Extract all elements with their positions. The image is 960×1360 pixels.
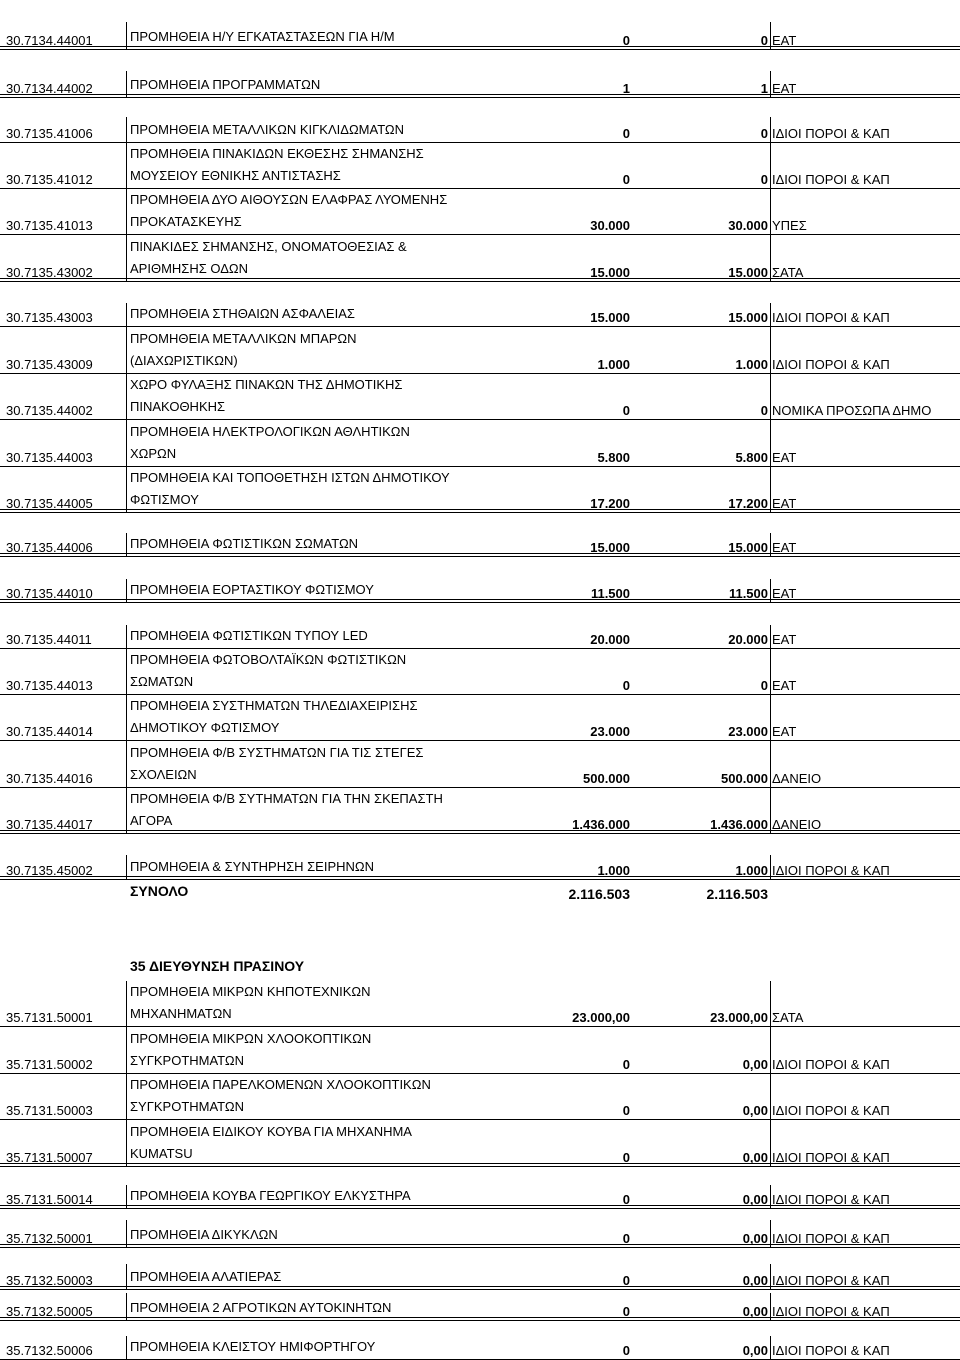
column-divider bbox=[126, 695, 127, 741]
description-line: ΠΡΟΜΗΘΕΙΑ ΚΟΥΒΑ ΓΕΩΡΓΙΚΟΥ ΕΛΚΥΣΤΗΡΑ bbox=[130, 1188, 411, 1203]
row-divider bbox=[0, 1286, 960, 1290]
amount-1: 1.000 bbox=[597, 357, 630, 372]
table-row bbox=[0, 788, 960, 834]
item-description bbox=[130, 236, 407, 280]
funding-source: ΙΔΙΟΙ ΠΟΡΟΙ & ΚΑΠ bbox=[772, 1343, 890, 1358]
description-line: ΣΥΓΚΡΟΤΗΜΑΤΩΝ bbox=[130, 1053, 244, 1068]
column-divider bbox=[770, 1120, 771, 1167]
funding-source: ΕΑΤ bbox=[772, 678, 797, 693]
table-row bbox=[0, 533, 960, 557]
account-code: 35.7132.50005 bbox=[6, 1304, 93, 1319]
description-line: ΠΡΟΜΗΘΕΙΑ ΚΛΕΙΣΤΟΥ ΗΜΙΦΟΡΤΗΓΟΥ bbox=[130, 1339, 376, 1354]
account-code: 30.7135.44010 bbox=[6, 586, 93, 601]
amount-2: 0,00 bbox=[742, 1192, 768, 1207]
amount-1: 1 bbox=[622, 81, 630, 96]
amount-2: 15.000 bbox=[728, 265, 768, 280]
description-line: ΠΡΟΜΗΘΕΙΑ ΦΩΤΙΣΤΙΚΩΝ ΤΥΠΟΥ LED bbox=[130, 628, 368, 643]
item-description bbox=[130, 1074, 431, 1118]
amount-2: 0,00 bbox=[742, 1273, 768, 1288]
funding-source: ΔΑΝΕΙΟ bbox=[772, 817, 822, 832]
item-description bbox=[130, 1185, 411, 1207]
description-line: ΠΡΟΜΗΘΕΙΑ ΑΛΑΤΙΕΡΑΣ bbox=[130, 1269, 282, 1284]
amount-2: 1 bbox=[760, 81, 768, 96]
account-code: 35.7131.50014 bbox=[6, 1192, 93, 1207]
account-code: 30.7135.44006 bbox=[6, 540, 93, 555]
account-code: 35.7132.50006 bbox=[6, 1343, 93, 1358]
description-line: ΠΡΟΜΗΘΕΙΑ ΠΙΝΑΚΙΔΩΝ ΕΚΘΕΣΗΣ ΣΗΜΑΝΣΗΣ bbox=[130, 146, 424, 161]
description-line: ΑΡΙΘΜΗΣΗΣ ΟΔΩΝ bbox=[130, 261, 248, 276]
column-divider bbox=[126, 420, 127, 467]
amount-2: 0 bbox=[760, 678, 768, 693]
table-row bbox=[0, 327, 960, 374]
column-divider bbox=[770, 189, 771, 235]
amount-1: 0 bbox=[622, 1057, 630, 1072]
amount-1: 500.000 bbox=[583, 771, 630, 786]
description-line: ΠΡΟΜΗΘΕΙΑ ΔΥΟ ΑΙΘΟΥΣΩΝ ΕΛΑΦΡΑΣ ΛΥΟΜΕΝΗΣ bbox=[130, 192, 448, 207]
amount-1: 0 bbox=[622, 33, 630, 48]
description-line: ΠΡΟΜΗΘΕΙΑ ΦΩΤΟΒΟΛΤΑΪΚΩΝ ΦΩΤΙΣΤΙΚΩΝ bbox=[130, 652, 407, 667]
account-code: 30.7135.43002 bbox=[6, 265, 93, 280]
column-divider bbox=[126, 788, 127, 834]
account-code: 30.7135.44002 bbox=[6, 403, 93, 418]
table-row bbox=[0, 625, 960, 649]
account-code: 30.7134.44001 bbox=[6, 33, 93, 48]
description-line: ΠΡΟΜΗΘΕΙΑ ΜΕΤΑΛΛΙΚΩΝ ΜΠΑΡΩΝ bbox=[130, 331, 357, 346]
description-line: ΠΡΟΜΗΘΕΙΑ Φ/Β ΣΥΤΗΜΑΤΩΝ ΓΙΑ ΤΗΝ ΣΚΕΠΑΣΤΗ bbox=[130, 791, 443, 806]
item-description bbox=[130, 119, 404, 141]
account-code: 35.7132.50003 bbox=[6, 1273, 93, 1288]
amount-1: 20.000 bbox=[590, 632, 630, 647]
amount-2: 0 bbox=[760, 33, 768, 48]
table-row bbox=[0, 1185, 960, 1209]
item-description bbox=[130, 74, 320, 96]
description-line: ΠΡΟΜΗΘΕΙΑ ΠΡΟΓΡΑΜΜΑΤΩΝ bbox=[130, 77, 321, 92]
account-code: 30.7135.44013 bbox=[6, 678, 93, 693]
amount-2: 0 bbox=[760, 403, 768, 418]
item-description bbox=[130, 742, 423, 786]
description-line: ΠΡΟΜΗΘΕΙΑ 2 ΑΓΡΟΤΙΚΩΝ ΑΥΤΟΚΙΝΗΤΩΝ bbox=[130, 1300, 392, 1315]
item-description bbox=[130, 26, 395, 48]
amount-2: 11.500 bbox=[728, 586, 768, 601]
column-divider bbox=[126, 467, 127, 513]
description-line: ΠΡΟΜΗΘΕΙΑ ΦΩΤΙΣΤΙΚΩΝ ΣΩΜΑΤΩΝ bbox=[130, 536, 359, 551]
column-divider bbox=[770, 741, 771, 788]
row-divider bbox=[0, 599, 960, 603]
description-line: ΧΩΡΟ ΦΥΛΑΞΗΣ ΠΙΝΑΚΩΝ ΤΗΣ ΔΗΜΟΤΙΚΗΣ bbox=[130, 377, 403, 392]
column-divider bbox=[126, 981, 127, 1027]
amount-1: 0 bbox=[622, 1304, 630, 1319]
description-line: ΧΩΡΩΝ bbox=[130, 446, 177, 461]
table-row bbox=[0, 1336, 960, 1360]
total-amount-1: 2.116.503 bbox=[568, 886, 630, 902]
amount-1: 0 bbox=[622, 1192, 630, 1207]
column-divider bbox=[770, 1027, 771, 1074]
amount-2: 20.000 bbox=[728, 632, 768, 647]
funding-source: ΕΑΤ bbox=[772, 81, 797, 96]
account-code: 35.7132.50001 bbox=[6, 1231, 93, 1246]
description-line: ΦΩΤΙΣΜΟΥ bbox=[130, 492, 199, 507]
amount-2: 23.000,00 bbox=[710, 1010, 768, 1025]
amount-2: 1.000 bbox=[735, 863, 768, 878]
funding-source: ΙΔΙΟΙ ΠΟΡΟΙ & ΚΑΠ bbox=[772, 357, 890, 372]
description-line: ΠΙΝΑΚΙΔΕΣ ΣΗΜΑΝΣΗΣ, ΟΝΟΜΑΤΟΘΕΣΙΑΣ & bbox=[130, 239, 407, 254]
funding-source: ΕΑΤ bbox=[772, 33, 797, 48]
item-description bbox=[130, 579, 374, 601]
funding-source: ΕΑΤ bbox=[772, 632, 797, 647]
amount-2: 15.000 bbox=[728, 540, 768, 555]
item-description bbox=[130, 625, 368, 647]
row-divider bbox=[0, 1317, 960, 1321]
description-line: ΣΧΟΛΕΙΩΝ bbox=[130, 767, 197, 782]
total-line bbox=[0, 880, 960, 904]
amount-2: 500.000 bbox=[721, 771, 768, 786]
account-code: 35.7131.50003 bbox=[6, 1103, 93, 1118]
funding-source: ΔΑΝΕΙΟ bbox=[772, 771, 822, 786]
row-divider bbox=[0, 1244, 960, 1248]
row-divider bbox=[0, 1163, 960, 1167]
table-row bbox=[0, 189, 960, 235]
column-divider bbox=[770, 374, 771, 420]
amount-1: 11.500 bbox=[590, 586, 630, 601]
description-line: KUMATSU bbox=[130, 1146, 193, 1161]
funding-source: ΙΔΙΟΙ ΠΟΡΟΙ & ΚΑΠ bbox=[772, 126, 890, 141]
table-row bbox=[0, 981, 960, 1027]
account-code: 30.7135.44005 bbox=[6, 496, 93, 511]
account-code: 30.7135.44003 bbox=[6, 450, 93, 465]
description-line: ΠΡΟΜΗΘΕΙΑ ΜΙΚΡΩΝ ΧΛΟΟΚΟΠΤΙΚΩΝ bbox=[130, 1031, 372, 1046]
item-description bbox=[130, 1297, 391, 1319]
description-line: ΠΡΟΚΑΤΑΣΚΕΥΗΣ bbox=[130, 214, 242, 229]
table-row bbox=[0, 1293, 960, 1321]
column-divider bbox=[126, 741, 127, 788]
item-description bbox=[130, 1224, 278, 1246]
column-divider bbox=[770, 420, 771, 467]
amount-1: 0 bbox=[622, 1150, 630, 1165]
account-code: 30.7134.44002 bbox=[6, 81, 93, 96]
description-line: ΠΡΟΜΗΘΕΙΑ ΗΛΕΚΤΡΟΛΟΓΙΚΩΝ ΑΘΛΗΤΙΚΩΝ bbox=[130, 424, 410, 439]
funding-source: ΙΔΙΟΙ ΠΟΡΟΙ & ΚΑΠ bbox=[772, 1057, 890, 1072]
table-row bbox=[0, 143, 960, 189]
funding-source: ΣΑΤΑ bbox=[772, 1010, 804, 1025]
description-line: ΠΡΟΜΗΘΕΙΑ ΕΙΔΙΚΟΥ ΚΟΥΒΑ ΓΙΑ ΜΗΧΑΝΗΜΑ bbox=[130, 1124, 412, 1139]
amount-2: 0,00 bbox=[742, 1150, 768, 1165]
row-divider bbox=[0, 830, 960, 834]
amount-2: 30.000 bbox=[728, 218, 768, 233]
funding-source: ΣΑΤΑ bbox=[772, 265, 804, 280]
column-divider bbox=[770, 143, 771, 189]
table-row bbox=[0, 22, 960, 50]
amount-1: 0 bbox=[622, 1103, 630, 1118]
funding-source: ΝΟΜΙΚΑ ΠΡΟΣΩΠΑ ΔΗΜΟ bbox=[772, 403, 932, 418]
table-row bbox=[0, 71, 960, 98]
table-row bbox=[0, 1264, 960, 1290]
description-line: ΠΙΝΑΚΟΘΗΚΗΣ bbox=[130, 399, 226, 414]
section-title-prasinou: 35 ΔΙΕΥΘΥΝΣΗ ΠΡΑΣΙΝΟΥ bbox=[130, 958, 305, 974]
account-code: 30.7135.44014 bbox=[6, 724, 93, 739]
column-divider bbox=[126, 1336, 127, 1360]
funding-source: ΕΑΤ bbox=[772, 586, 797, 601]
column-divider bbox=[126, 625, 127, 649]
item-description bbox=[130, 421, 410, 465]
amount-2: 15.000 bbox=[728, 310, 768, 325]
row-divider bbox=[0, 278, 960, 282]
item-description bbox=[130, 856, 374, 878]
amount-1: 17.200 bbox=[590, 496, 630, 511]
item-description bbox=[130, 303, 355, 325]
item-description bbox=[130, 788, 443, 832]
column-divider bbox=[126, 189, 127, 235]
description-line: ΜΟΥΣΕΙΟΥ ΕΘΝΙΚΗΣ ΑΝΤΙΣΤΑΣΗΣ bbox=[130, 168, 341, 183]
amount-1: 15.000 bbox=[590, 310, 630, 325]
table-row bbox=[0, 649, 960, 695]
table-row bbox=[0, 1027, 960, 1074]
table-row bbox=[0, 303, 960, 327]
description-line: (ΔΙΑΧΩΡΙΣΤΙΚΩΝ) bbox=[130, 353, 238, 368]
funding-source: ΕΑΤ bbox=[772, 724, 797, 739]
description-line: ΠΡΟΜΗΘΕΙΑ ΠΑΡΕΛΚΟΜΕΝΩΝ ΧΛΟΟΚΟΠΤΙΚΩΝ bbox=[130, 1077, 431, 1092]
description-line: ΠΡΟΜΗΘΕΙΑ & ΣΥΝΤΗΡΗΣΗ ΣΕΙΡΗΝΩΝ bbox=[130, 859, 375, 874]
amount-2: 0,00 bbox=[742, 1304, 768, 1319]
description-line: ΠΡΟΜΗΘΕΙΑ ΚΑΙ ΤΟΠΟΘΕΤΗΣΗ ΙΣΤΩΝ ΔΗΜΟΤΙΚΟΥ bbox=[130, 470, 450, 485]
column-divider bbox=[126, 1120, 127, 1167]
amount-2: 0,00 bbox=[742, 1103, 768, 1118]
amount-2: 17.200 bbox=[728, 496, 768, 511]
table-row bbox=[0, 741, 960, 788]
column-divider bbox=[770, 695, 771, 741]
item-description bbox=[130, 533, 358, 555]
account-code: 30.7135.41013 bbox=[6, 218, 93, 233]
amount-1: 0 bbox=[622, 678, 630, 693]
column-divider bbox=[770, 1336, 771, 1360]
amount-1: 0 bbox=[622, 1273, 630, 1288]
table-row bbox=[0, 420, 960, 467]
account-code: 30.7135.43003 bbox=[6, 310, 93, 325]
account-code: 30.7135.44016 bbox=[6, 771, 93, 786]
account-code: 30.7135.44011 bbox=[6, 632, 92, 647]
item-description bbox=[130, 1266, 281, 1288]
description-line: ΠΡΟΜΗΘΕΙΑ ΔΙΚΥΚΛΩΝ bbox=[130, 1227, 278, 1242]
column-divider bbox=[126, 143, 127, 189]
row-divider bbox=[0, 46, 960, 50]
funding-source: ΙΔΙΟΙ ΠΟΡΟΙ & ΚΑΠ bbox=[772, 1231, 890, 1246]
amount-2: 23.000 bbox=[728, 724, 768, 739]
account-code: 30.7135.45002 bbox=[6, 863, 93, 878]
column-divider bbox=[126, 649, 127, 695]
amount-1: 0 bbox=[622, 172, 630, 187]
funding-source: ΙΔΙΟΙ ΠΟΡΟΙ & ΚΑΠ bbox=[772, 1304, 890, 1319]
funding-source: ΙΔΙΟΙ ΠΟΡΟΙ & ΚΑΠ bbox=[772, 863, 890, 878]
funding-source: ΙΔΙΟΙ ΠΟΡΟΙ & ΚΑΠ bbox=[772, 1150, 890, 1165]
account-code: 35.7131.50002 bbox=[6, 1057, 93, 1072]
funding-source: ΕΑΤ bbox=[772, 496, 797, 511]
funding-source: ΙΔΙΟΙ ΠΟΡΟΙ & ΚΑΠ bbox=[772, 172, 890, 187]
column-divider bbox=[126, 303, 127, 327]
table-row bbox=[0, 374, 960, 420]
description-line: ΠΡΟΜΗΘΕΙΑ ΜΙΚΡΩΝ ΚΗΠΟΤΕΧΝΙΚΩΝ bbox=[130, 984, 371, 999]
amount-2: 5.800 bbox=[735, 450, 768, 465]
row-divider bbox=[0, 94, 960, 98]
amount-1: 1.000 bbox=[597, 863, 630, 878]
amount-1: 0 bbox=[622, 1231, 630, 1246]
table-row bbox=[0, 1074, 960, 1120]
funding-source: ΙΔΙΟΙ ΠΟΡΟΙ & ΚΑΠ bbox=[772, 310, 890, 325]
description-line: ΠΡΟΜΗΘΕΙΑ ΜΕΤΑΛΛΙΚΩΝ ΚΙΓΚΛΙΔΩΜΑΤΩΝ bbox=[130, 122, 405, 137]
funding-source: ΙΔΙΟΙ ΠΟΡΟΙ & ΚΑΠ bbox=[772, 1273, 890, 1288]
column-divider bbox=[770, 788, 771, 834]
column-divider bbox=[126, 327, 127, 374]
description-line: ΣΥΓΚΡΟΤΗΜΑΤΩΝ bbox=[130, 1099, 244, 1114]
account-code: 30.7135.44017 bbox=[6, 817, 93, 832]
amount-2: 0 bbox=[760, 126, 768, 141]
item-description bbox=[130, 374, 402, 418]
column-divider bbox=[770, 981, 771, 1027]
column-divider bbox=[770, 649, 771, 695]
description-line: ΠΡΟΜΗΘΕΙΑ Η/Υ ΕΓΚΑΤΑΣΤΑΣΕΩΝ ΓΙΑ Η/Μ bbox=[130, 29, 395, 44]
column-divider bbox=[126, 235, 127, 282]
column-divider bbox=[770, 303, 771, 327]
table-row bbox=[0, 855, 960, 880]
description-line: ΠΡΟΜΗΘΕΙΑ ΣΤΗΘΑΙΩΝ ΑΣΦΑΛΕΙΑΣ bbox=[130, 306, 355, 321]
description-line: ΠΡΟΜΗΘΕΙΑ ΕΟΡΤΑΣΤΙΚΟΥ ΦΩΤΙΣΜΟΥ bbox=[130, 582, 374, 597]
amount-1: 5.800 bbox=[597, 450, 630, 465]
funding-source: ΙΔΙΟΙ ΠΟΡΟΙ & ΚΑΠ bbox=[772, 1192, 890, 1207]
account-code: 30.7135.43009 bbox=[6, 357, 93, 372]
table-row bbox=[0, 235, 960, 282]
description-line: ΣΩΜΑΤΩΝ bbox=[130, 674, 194, 689]
column-divider bbox=[126, 1027, 127, 1074]
description-line: ΑΓΟΡΑ bbox=[130, 813, 173, 828]
item-description bbox=[130, 649, 406, 693]
column-divider bbox=[126, 374, 127, 420]
funding-source: ΙΔΙΟΙ ΠΟΡΟΙ & ΚΑΠ bbox=[772, 1103, 890, 1118]
table-row bbox=[0, 1220, 960, 1248]
table-row bbox=[0, 117, 960, 143]
account-code: 30.7135.41012 bbox=[6, 172, 93, 187]
total-amount-2: 2.116.503 bbox=[706, 886, 768, 902]
amount-2: 0 bbox=[760, 172, 768, 187]
account-code: 35.7131.50001 bbox=[6, 1010, 93, 1025]
row-divider bbox=[0, 553, 960, 557]
description-line: ΠΡΟΜΗΘΕΙΑ Φ/Β ΣΥΣΤΗΜΑΤΩΝ ΓΙΑ ΤΙΣ ΣΤΕΓΕΣ bbox=[130, 745, 424, 760]
row-divider bbox=[0, 509, 960, 513]
item-description bbox=[130, 189, 447, 233]
account-code: 35.7131.50007 bbox=[6, 1150, 93, 1165]
total-label: ΣΥΝΟΛΟ bbox=[130, 883, 189, 899]
column-divider bbox=[770, 117, 771, 143]
description-line: ΔΗΜΟΤΙΚΟΥ ΦΩΤΙΣΜΟΥ bbox=[130, 720, 280, 735]
amount-2: 0,00 bbox=[742, 1057, 768, 1072]
amount-2: 1.000 bbox=[735, 357, 768, 372]
table-row bbox=[0, 695, 960, 741]
row-divider bbox=[0, 1205, 960, 1209]
funding-source: ΕΑΤ bbox=[772, 540, 797, 555]
item-description bbox=[130, 328, 357, 372]
amount-1: 30.000 bbox=[590, 218, 630, 233]
item-description bbox=[130, 143, 424, 187]
column-divider bbox=[770, 327, 771, 374]
amount-1: 15.000 bbox=[590, 265, 630, 280]
amount-2: 1.436.000 bbox=[710, 817, 768, 832]
item-description bbox=[130, 467, 450, 511]
column-divider bbox=[770, 467, 771, 513]
column-divider bbox=[126, 1074, 127, 1120]
amount-1: 23.000 bbox=[590, 724, 630, 739]
amount-1: 1.436.000 bbox=[572, 817, 630, 832]
amount-1: 0 bbox=[622, 1343, 630, 1358]
item-description bbox=[130, 1028, 371, 1072]
item-description bbox=[130, 1121, 412, 1165]
funding-source: ΥΠΕΣ bbox=[772, 218, 807, 233]
table-row bbox=[0, 579, 960, 603]
table-row bbox=[0, 467, 960, 513]
column-divider bbox=[126, 117, 127, 143]
amount-1: 23.000,00 bbox=[572, 1010, 630, 1025]
amount-1: 0 bbox=[622, 403, 630, 418]
table-row bbox=[0, 1120, 960, 1167]
amount-2: 0,00 bbox=[742, 1231, 768, 1246]
description-line: ΜΗΧΑΝΗΜΑΤΩΝ bbox=[130, 1006, 232, 1021]
amount-2: 0,00 bbox=[742, 1343, 768, 1358]
amount-1: 15.000 bbox=[590, 540, 630, 555]
column-divider bbox=[770, 235, 771, 282]
funding-source: ΕΑΤ bbox=[772, 450, 797, 465]
amount-1: 0 bbox=[622, 126, 630, 141]
column-divider bbox=[770, 1074, 771, 1120]
column-divider bbox=[770, 625, 771, 649]
item-description bbox=[130, 695, 418, 739]
account-code: 30.7135.41006 bbox=[6, 126, 93, 141]
item-description bbox=[130, 981, 370, 1025]
item-description bbox=[130, 1336, 375, 1358]
description-line: ΠΡΟΜΗΘΕΙΑ ΣΥΣΤΗΜΑΤΩΝ ΤΗΛΕΔΙΑΧΕΙΡΙΣΗΣ bbox=[130, 698, 418, 713]
